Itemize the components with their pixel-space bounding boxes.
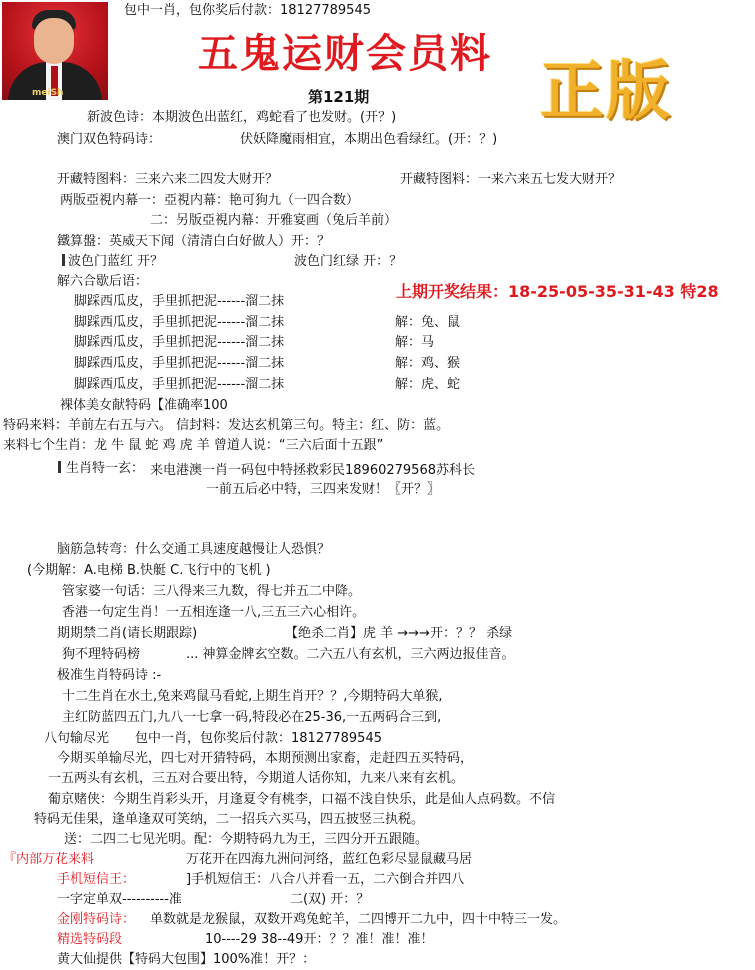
- king-kong-text: 单数就是龙猴鼠，双数开鸡兔蛇羊，二四博开二九中，四十中特三一发。: [150, 912, 567, 927]
- selected-range-text: 10----29 38--49开：？？准！准！准！: [205, 932, 434, 947]
- zodiac-mystery-label: 生肖特一玄：: [66, 461, 145, 476]
- selected-range-label: 精选特码段: [57, 932, 123, 947]
- hk-zodiac-line: 香港一句定生肖！一五相连逢一八,三五三六心相许。: [62, 605, 366, 620]
- proverb-answer: 解：马: [395, 335, 435, 350]
- authentic-stamp: 正版: [540, 54, 672, 129]
- wong-tai-sin-line: 黄大仙提供【特码大包围】100%准！开？：: [57, 952, 316, 967]
- dog-chart-label: 狗不理特码榜: [62, 647, 141, 662]
- sms-king-text: ]手机短信王：八合八并看一五，二六倒合并四八: [186, 872, 465, 887]
- proverb-answer: 解：虎、蛇: [395, 377, 461, 392]
- zodiac-poem-1: 十二生肖在水土,兔来鸡鼠马看蛇,上期生肖开？？,今期特码大单猴,: [62, 689, 443, 704]
- send-line: 送：二四二七见光明。配：今期特码九为王，三四分开五跟随。: [64, 832, 429, 847]
- sms-king-label: 手机短信王：: [57, 872, 136, 887]
- wave-door-2: 波色门红绿 开：？: [294, 254, 403, 269]
- buy-single-1: 今期买单输尽光，四七对开猜特码，本期预测出家畜，走赶四五买特码，: [57, 751, 474, 766]
- seven-zodiac-line: 来料七个生肖：龙 牛 鼠 蛇 鸡 虎 羊 曾道人说：“三六后面十五跟”: [3, 438, 384, 453]
- marker-dot: [58, 461, 61, 473]
- flowers-line: 万花开在四海九洲问河络，蓝红色彩尽显鼠藏马居: [186, 852, 473, 867]
- zodiac-poem-heading: 极准生肖特码诗 :-: [57, 668, 162, 683]
- special-chart-2: 开藏特图料：一来六来五七发大财开？: [400, 172, 622, 187]
- special-code-source: 特码来料：羊前左右五与六。 信封料：发达玄机第三句。特主：红、防：蓝。: [3, 418, 450, 433]
- proverb-answer: 解：兔、鼠: [395, 315, 461, 330]
- zodiac-poem-2: 主红防蓝四五门,九八一七拿一码,特段必在25-36,一五两码合三到,: [62, 710, 442, 725]
- odd-even-text: 二(双) 开：？: [290, 892, 370, 907]
- proverb-verse: 脚踩西瓜皮，手里抓把泥------溜二抹: [74, 294, 285, 309]
- proverb-answer: 解：鸡、猴: [395, 356, 461, 371]
- special-chart-1: 开藏特图料：三来六来二四发大财开？: [57, 172, 279, 187]
- issue-number: 第121期: [308, 88, 370, 106]
- mid-contact-line: 包中一肖，包你奖后付款：18127789545: [135, 731, 382, 746]
- nude-beauty-line: 裸体美女献特码【准确率100: [60, 398, 228, 413]
- housekeeper-line: 管家婆一句话：三八得来三九数，得七并五二中降。: [62, 584, 362, 599]
- odd-even-label: 一字定单双----------准: [57, 892, 182, 907]
- atv-inside-1: 两版亞視内幕一：亞視内幕：艳可狗九（一四合数）: [60, 193, 360, 208]
- wave-color-poem: 新波色诗：本期波色出蓝红，鸡蛇看了也发财。(开？): [87, 110, 397, 125]
- portrait-photo: [2, 2, 108, 100]
- proverb-heading: 解六合歇后语：: [57, 274, 149, 289]
- lose-all-label: 八句输尽光: [44, 731, 110, 746]
- casino-line-2: 特码无佳果，逢单逢双可笑纳，二一招兵六买马，四五披竖三执税。: [34, 812, 425, 827]
- king-kong-label: 金刚特码诗：: [57, 912, 136, 927]
- last-draw-result: 上期开奖结果：18-25-05-35-31-43 特28: [396, 282, 719, 301]
- internal-source-label: 『内部万花来料: [3, 852, 95, 867]
- proverb-verse: 脚踩西瓜皮，手里抓把泥------溜二抹: [74, 356, 285, 371]
- proverb-verse: 脚踩西瓜皮，手里抓把泥------溜二抹: [74, 377, 285, 392]
- proverb-verse: 脚踩西瓜皮，手里抓把泥------溜二抹: [74, 335, 285, 350]
- front-back-line: 一前五后必中特，三四来发财！〖开？〗: [206, 482, 441, 497]
- golden-number-line: ... 神算金牌玄空数。二六五八有玄机，三六两边报佳音。: [186, 647, 515, 662]
- wave-door-1: 波色门蓝红 开？: [68, 254, 164, 269]
- top-contact-line: 包中一肖，包你奖后付款：18127789545: [124, 3, 371, 18]
- hotline-ad: 来电港澳一肖一码包中特拯救彩民18960279568苏科长: [150, 463, 475, 478]
- macau-color-label: 澳门双色特码诗：: [57, 132, 162, 147]
- buy-single-2: 一五两头有玄机，三五对合要出特，今期道人话你知，九来八来有玄机。: [48, 771, 465, 786]
- teaser-options: (今期解：A.电梯 B.快艇 C.飞行中的飞机 ): [27, 563, 271, 578]
- kill-two-line: 【绝杀二肖】虎 羊 →→→开：？？ 杀绿: [285, 626, 513, 641]
- marker-dot: [62, 254, 65, 266]
- iron-abacus: 鐵算盤：英威天下闻（清清白白好做人）开：？: [57, 234, 331, 249]
- macau-color-text: 伏妖降魔雨相宜，本期出色看绿红。(开：？): [240, 132, 498, 147]
- casino-line-1: 葡京赌侠：今期生肖彩头开，月逢夏令有桃李，口福不浅自快乐，此是仙人点码数。不信: [48, 792, 556, 807]
- brain-teaser: 脑筋急转弯：什么交通工具速度越慢让人恐惧？: [57, 542, 331, 557]
- proverb-verse: 脚踩西瓜皮，手里抓把泥------溜二抹: [74, 315, 285, 330]
- page-title: 五鬼运财会员料: [198, 30, 492, 77]
- ban-two-label: 期期禁二肖(请长期跟踪): [57, 626, 198, 641]
- atv-inside-2: 二：另版亞視内幕：开雅宴画（兔后羊前）: [150, 213, 398, 228]
- photo-logo: meiSh: [32, 88, 64, 98]
